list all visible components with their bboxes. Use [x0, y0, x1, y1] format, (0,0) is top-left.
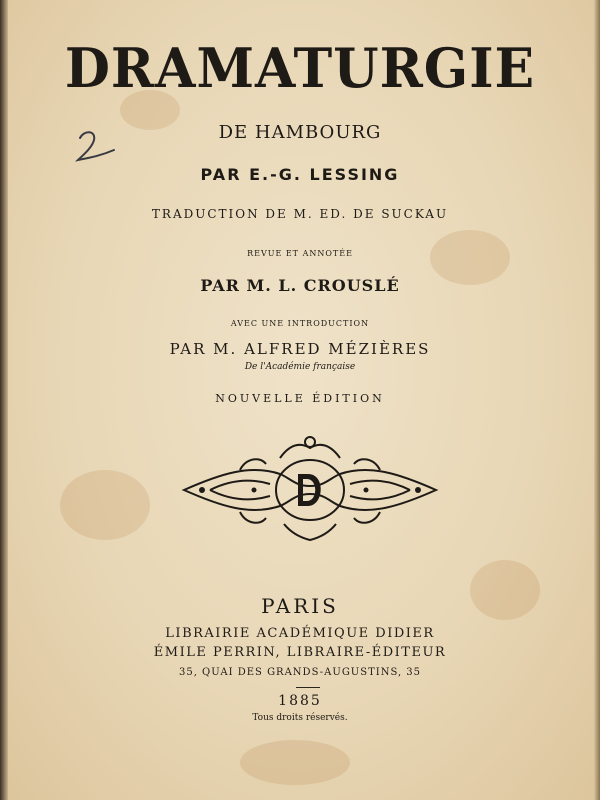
- book-subtitle: DE HAMBOURG: [218, 122, 382, 143]
- publisher-ornament-emblem: [180, 434, 440, 544]
- publisher-line-1: LIBRAIRIE ACADÉMIQUE DIDIER: [165, 626, 435, 641]
- publication-year: 1885: [278, 693, 322, 709]
- rights-notice: Tous droits réservés.: [252, 713, 348, 723]
- academy-line: De l'Académie française: [244, 362, 356, 372]
- revised-line: REVUE ET ANNOTÉE: [247, 249, 353, 258]
- annotator-line: PAR M. L. CROUSLÉ: [200, 276, 400, 295]
- divider-rule: [296, 687, 320, 688]
- author-line: PAR E.-G. LESSING: [200, 165, 400, 184]
- introduction-line: AVEC UNE INTRODUCTION: [230, 319, 370, 328]
- introducer-line: PAR M. ALFRED MÉZIÈRES: [169, 340, 431, 358]
- translation-line: TRADUCTION DE M. ED. DE SUCKAU: [151, 207, 449, 221]
- edition-line: NOUVELLE ÉDITION: [215, 392, 385, 405]
- foxing-spot: [60, 470, 150, 540]
- foxing-spot: [240, 740, 350, 785]
- publication-city: PARIS: [261, 594, 339, 618]
- publisher-address: 35, QUAI DES GRANDS-AUGUSTINS, 35: [178, 667, 422, 678]
- publisher-line-2: ÉMILE PERRIN, LIBRAIRE-ÉDITEUR: [153, 645, 447, 660]
- book-title: DRAMATURGIE: [64, 36, 536, 101]
